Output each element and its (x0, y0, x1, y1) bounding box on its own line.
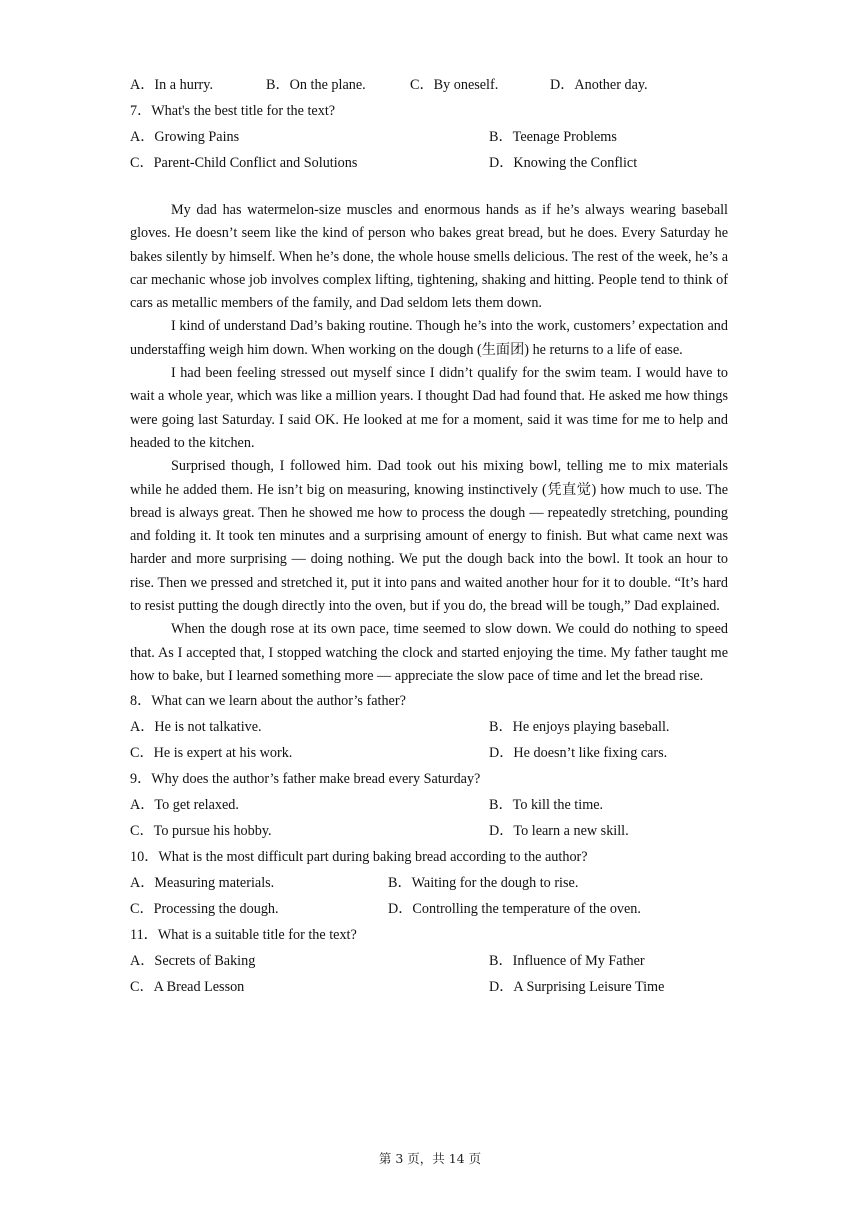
q8-option-a: A．He is not talkative. (130, 719, 262, 736)
q7-option-c: C．Parent-Child Conflict and Solutions (130, 155, 358, 171)
q7-option-b: B．Teenage Problems (489, 129, 617, 145)
q10-option-c: C．Processing the dough. (130, 901, 279, 918)
q6-option-c: C．By oneself. (410, 77, 499, 93)
q9-option-b: B．To kill the time. (489, 797, 604, 814)
q6-option-d: D．Another day. (550, 77, 648, 93)
q8-question: 8．What can we learn about the author’s father? (130, 693, 406, 710)
q11-question: 11．What is a suitable title for the text? (130, 927, 357, 944)
q8-options-row-1 (130, 714, 728, 740)
q9-options-row-1 (130, 792, 728, 818)
q10-option-d: D．Controlling the temperature of the oven. (388, 901, 641, 918)
q9-question: 9．Why does the author’s father make bread every Saturday? (130, 771, 481, 788)
passage-paragraph: When the dough rose at its own pace, time seemed to slow down. We could do nothing to speed that. As I accepted that, I stopped watching the clock and started enjoying the time. My father taught me how to bake, but I learned something more — appreciate the slow pace of time and let the bread rise. (130, 621, 728, 684)
q8-option-c: C．He is expert at his work. (130, 745, 293, 762)
passage-paragraph: My dad has watermelon-size muscles and enormous hands as if he’s always wearing baseball gloves. He doesn’t seem like the kind of person who bakes great bread, but he does. Every Saturday he bakes silently by himself. When he’s done, the whole house smells delicious. The rest of the week, he’s a car mechanic whose job involves complex lifting, tightening, shaking and hitting. People tend to think of cars as metallic members of the family, and Dad seldom lets them down. (130, 202, 728, 312)
q11-options-row-1 (130, 948, 728, 974)
q7-options-row-2 (130, 150, 728, 176)
exam-page (130, 72, 728, 1000)
q8-option-d: D．He doesn’t like fixing cars. (489, 745, 668, 762)
q7-option-d: D．Knowing the Conflict (489, 155, 638, 171)
q9-option-c: C．To pursue his hobby. (130, 823, 272, 840)
q10-question: 10．What is the most difficult part during baking bread according to the author? (130, 849, 588, 866)
q11-option-d: D．A Surprising Leisure Time (489, 979, 665, 996)
reading-passage (130, 199, 728, 688)
q10-option-b: B．Waiting for the dough to rise. (388, 875, 579, 892)
q9-option-d: D．To learn a new skill. (489, 823, 629, 840)
q8-option-b: B．He enjoys playing baseball. (489, 719, 670, 736)
q9-option-a: A．To get relaxed. (130, 797, 239, 814)
q11-option-c: C．A Bread Lesson (130, 979, 245, 996)
q6-options (130, 72, 728, 98)
passage-paragraph: Surprised though, I followed him. Dad took out his mixing bowl, telling me to mix materials while he added them. He isn’t big on measuring, knowing instinctively (凭直觉) how much to use. The bread is always great. Then he showed me how to process the dough — repeatedly stretching, pounding and folding it. It took ten minutes and a surprising amount of energy to finish. But what came next was harder and more surprising — doing nothing. We put the dough back into the bowl. It took an hour to rise. Then we pressed and stretched it, put it into pans and waited another hour for it to double. “It’s hard to resist putting the dough directly into the oven, but if you do, the bread will be tough,” Dad explained. (130, 458, 728, 615)
q10-option-a: A．Measuring materials. (130, 875, 275, 892)
q6-option-b: B．On the plane. (266, 77, 366, 93)
page-number-footer: 第 3 页，共 14 页 (378, 1151, 482, 1166)
q10-options-row-1 (130, 870, 728, 896)
q7-option-a: A．Growing Pains (130, 129, 240, 145)
q9-options-row-2 (130, 818, 728, 844)
q11-options-row-2 (130, 974, 728, 1000)
q7-question: 7．What's the best title for the text? (130, 103, 336, 119)
q7-options-row-1 (130, 124, 728, 150)
q10-options-row-2 (130, 896, 728, 922)
q11-option-a: A．Secrets of Baking (130, 953, 256, 970)
passage-paragraph: I kind of understand Dad’s baking routine. Though he’s into the work, customers’ expectation and understaffing weigh him down. When working on the dough (生面团) he returns to a life of ease. (130, 318, 728, 358)
passage-paragraph: I had been feeling stressed out myself since I didn’t qualify for the swim team. I would have to wait a whole year, which was like a million years. I thought Dad had found that. He asked me how things were going last Saturday. I said OK. He looked at me for a moment, said it was time for me to help and headed to the kitchen. (130, 365, 728, 451)
q6-option-a: A．In a hurry. (130, 77, 213, 93)
q11-option-b: B．Influence of My Father (489, 953, 645, 970)
q8-options-row-2 (130, 740, 728, 766)
